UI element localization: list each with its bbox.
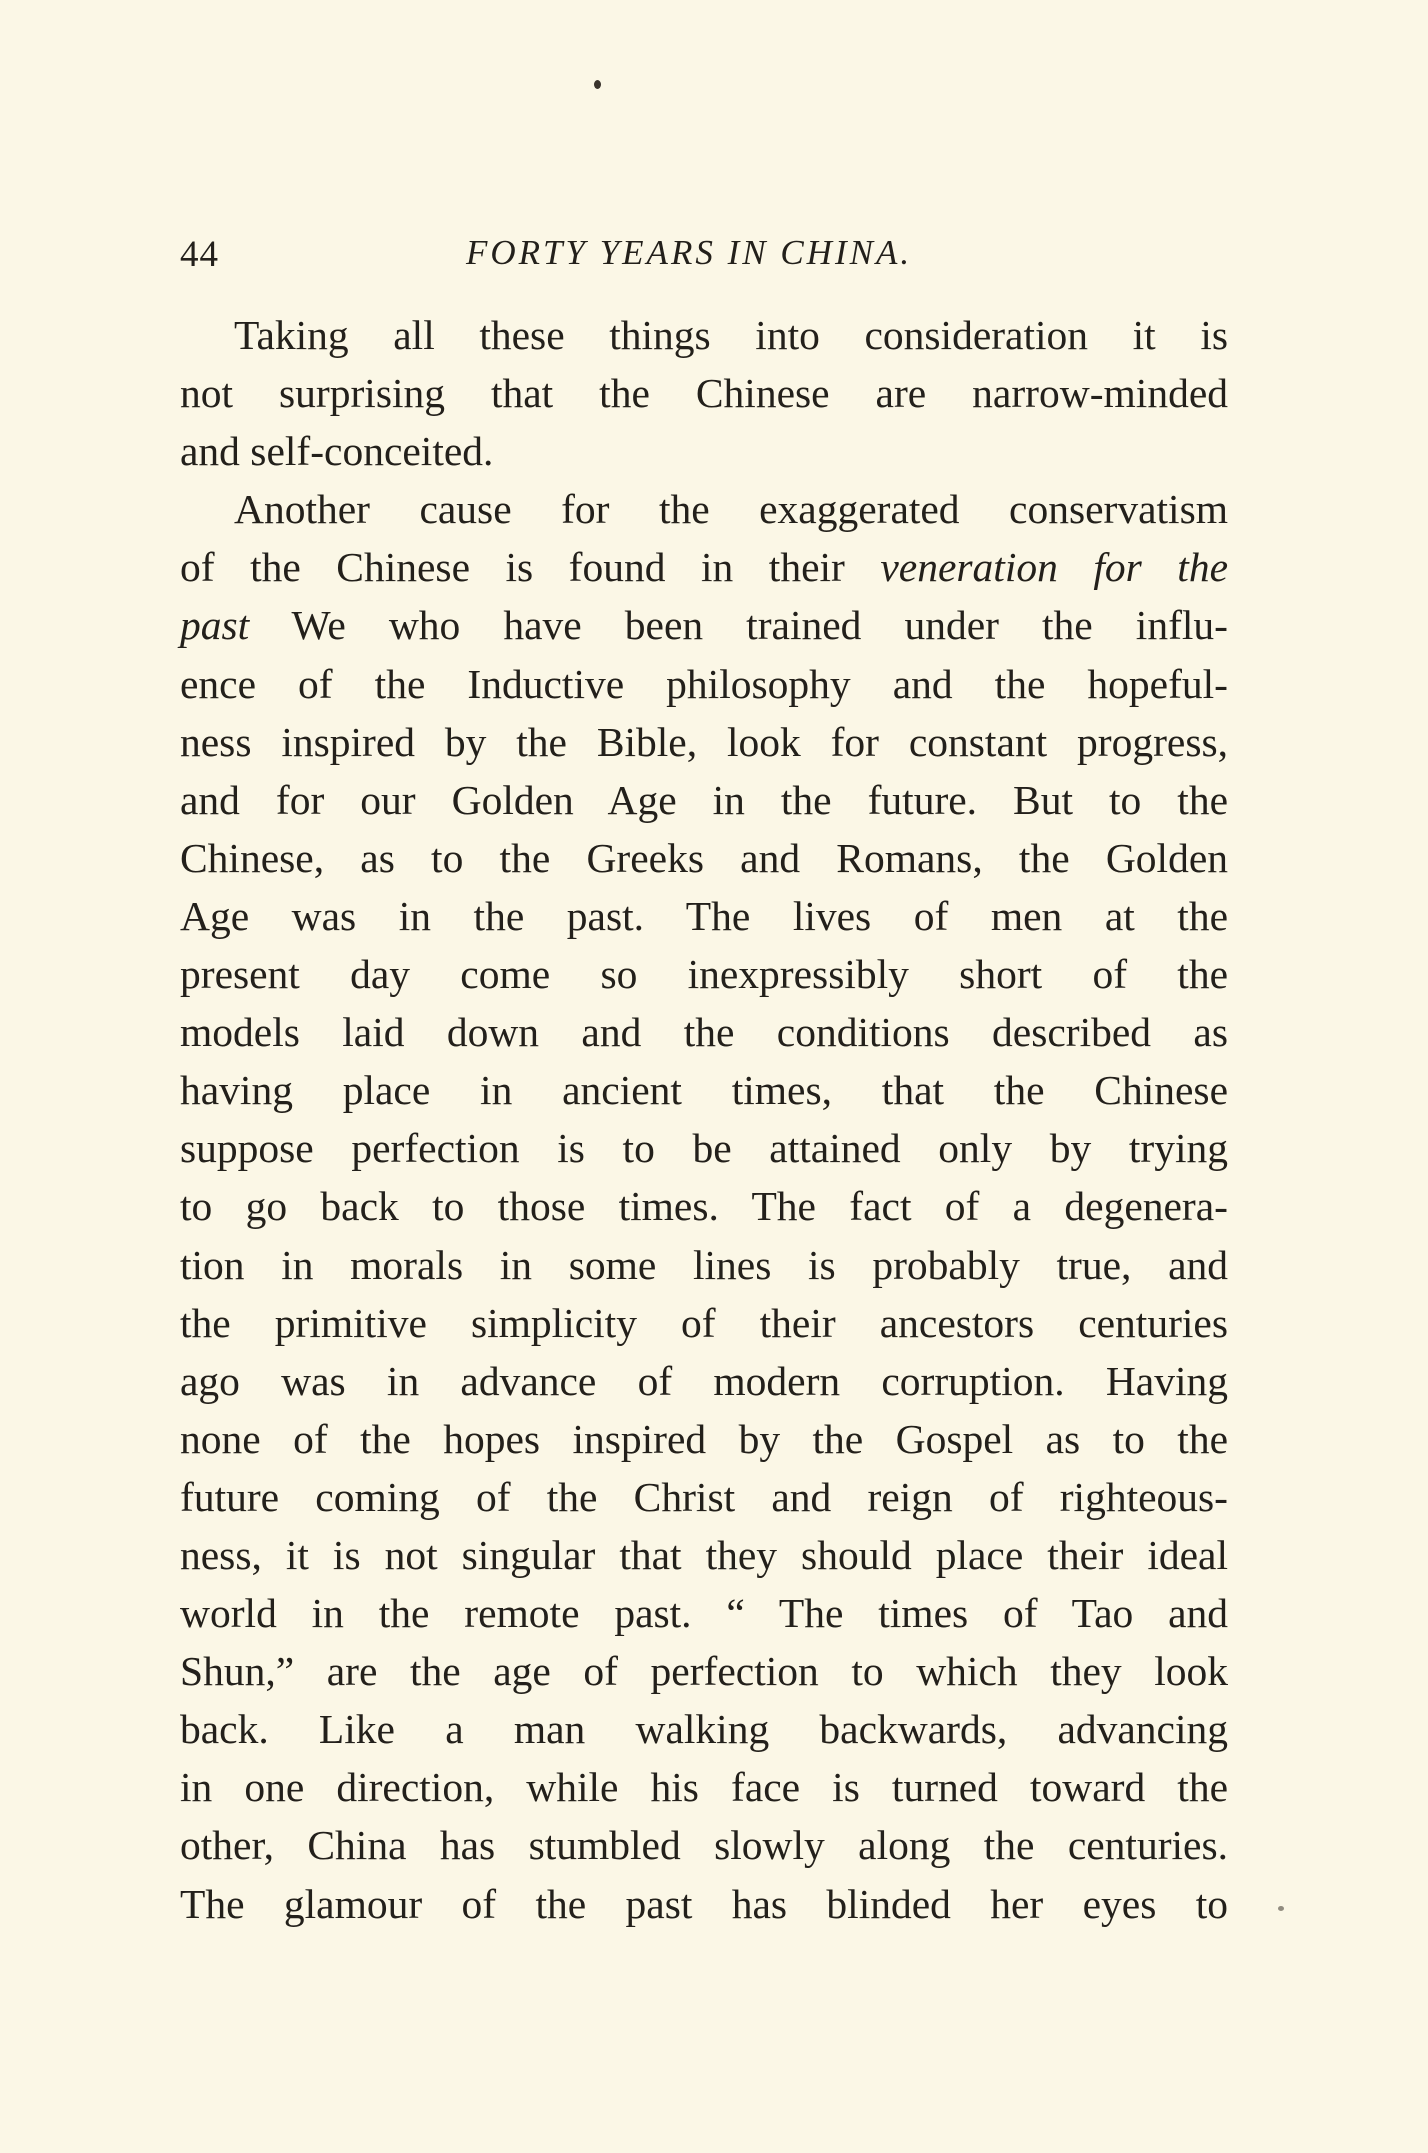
text-line: back. Like a man walking backwards, advancing (180, 1706, 1228, 1753)
text-line: ago was in advance of modern corruption. Having (180, 1357, 1228, 1404)
paragraph-1 (180, 306, 1228, 480)
text-line (180, 538, 1228, 596)
page-number: 44 (180, 234, 219, 275)
text-line: none of the hopes inspired by the Gospel as to the (180, 1415, 1228, 1462)
text-line: the primitive simplicity of their ancestors centuries (180, 1299, 1228, 1346)
body-text (180, 306, 1228, 1933)
text-line: other, China has stumbled slowly along the centuries. (180, 1822, 1228, 1869)
text-line: not surprising that the Chinese are narrow-minded (180, 370, 1228, 417)
text-line: having place in ancient times, that the Chinese (180, 1067, 1228, 1114)
text-line (180, 596, 1228, 654)
text-line: Another cause for the exaggerated conservatism (234, 486, 1228, 533)
text-line: The glamour of the past has blinded her eyes to (180, 1880, 1228, 1927)
text-line: future coming of the Christ and reign of righteous- (180, 1473, 1228, 1520)
ink-speck (1278, 1906, 1284, 1911)
text-line: Shun,” are the age of perfection to which they look (180, 1648, 1228, 1695)
text-line: in one direction, while his face is turned toward the (180, 1764, 1228, 1811)
text-segment: We who have been trained under the influ- (249, 602, 1228, 649)
running-head (180, 233, 1230, 283)
paragraph-2 (180, 480, 1228, 1932)
text-line: Taking all these things into consideration it is (234, 312, 1228, 358)
text-line: suppose perfection is to be attained only by trying (180, 1125, 1228, 1172)
text-line: world in the remote past. “ The times of Tao and (180, 1590, 1228, 1637)
italic-phrase: past (180, 602, 250, 649)
text-line: ence of the Inductive philosophy and the hopeful- (180, 660, 1228, 707)
text-line: tion in morals in some lines is probably true, and (180, 1241, 1228, 1288)
italic-phrase: veneration for the (880, 544, 1228, 591)
text-line: and for our Golden Age in the future. But to the (180, 776, 1228, 823)
ink-speck (594, 80, 601, 89)
text-line: to go back to those times. The fact of a degenera- (180, 1183, 1228, 1230)
running-title: FORTY YEARS IN CHINA. (466, 233, 913, 272)
text-line: Chinese, as to the Greeks and Romans, the Golden (180, 834, 1228, 881)
text-line: ness, it is not singular that they should place their ideal (180, 1531, 1228, 1578)
text-segment: of the Chinese is found in their (180, 544, 845, 591)
text-line: Age was in the past. The lives of men at the (180, 892, 1228, 939)
text-line: models laid down and the conditions described as (180, 1009, 1228, 1056)
text-line: ness inspired by the Bible, look for constant progress, (180, 718, 1228, 765)
text-line: and self-conceited. (180, 428, 494, 475)
text-line: present day come so inexpressibly short of the (180, 951, 1228, 998)
